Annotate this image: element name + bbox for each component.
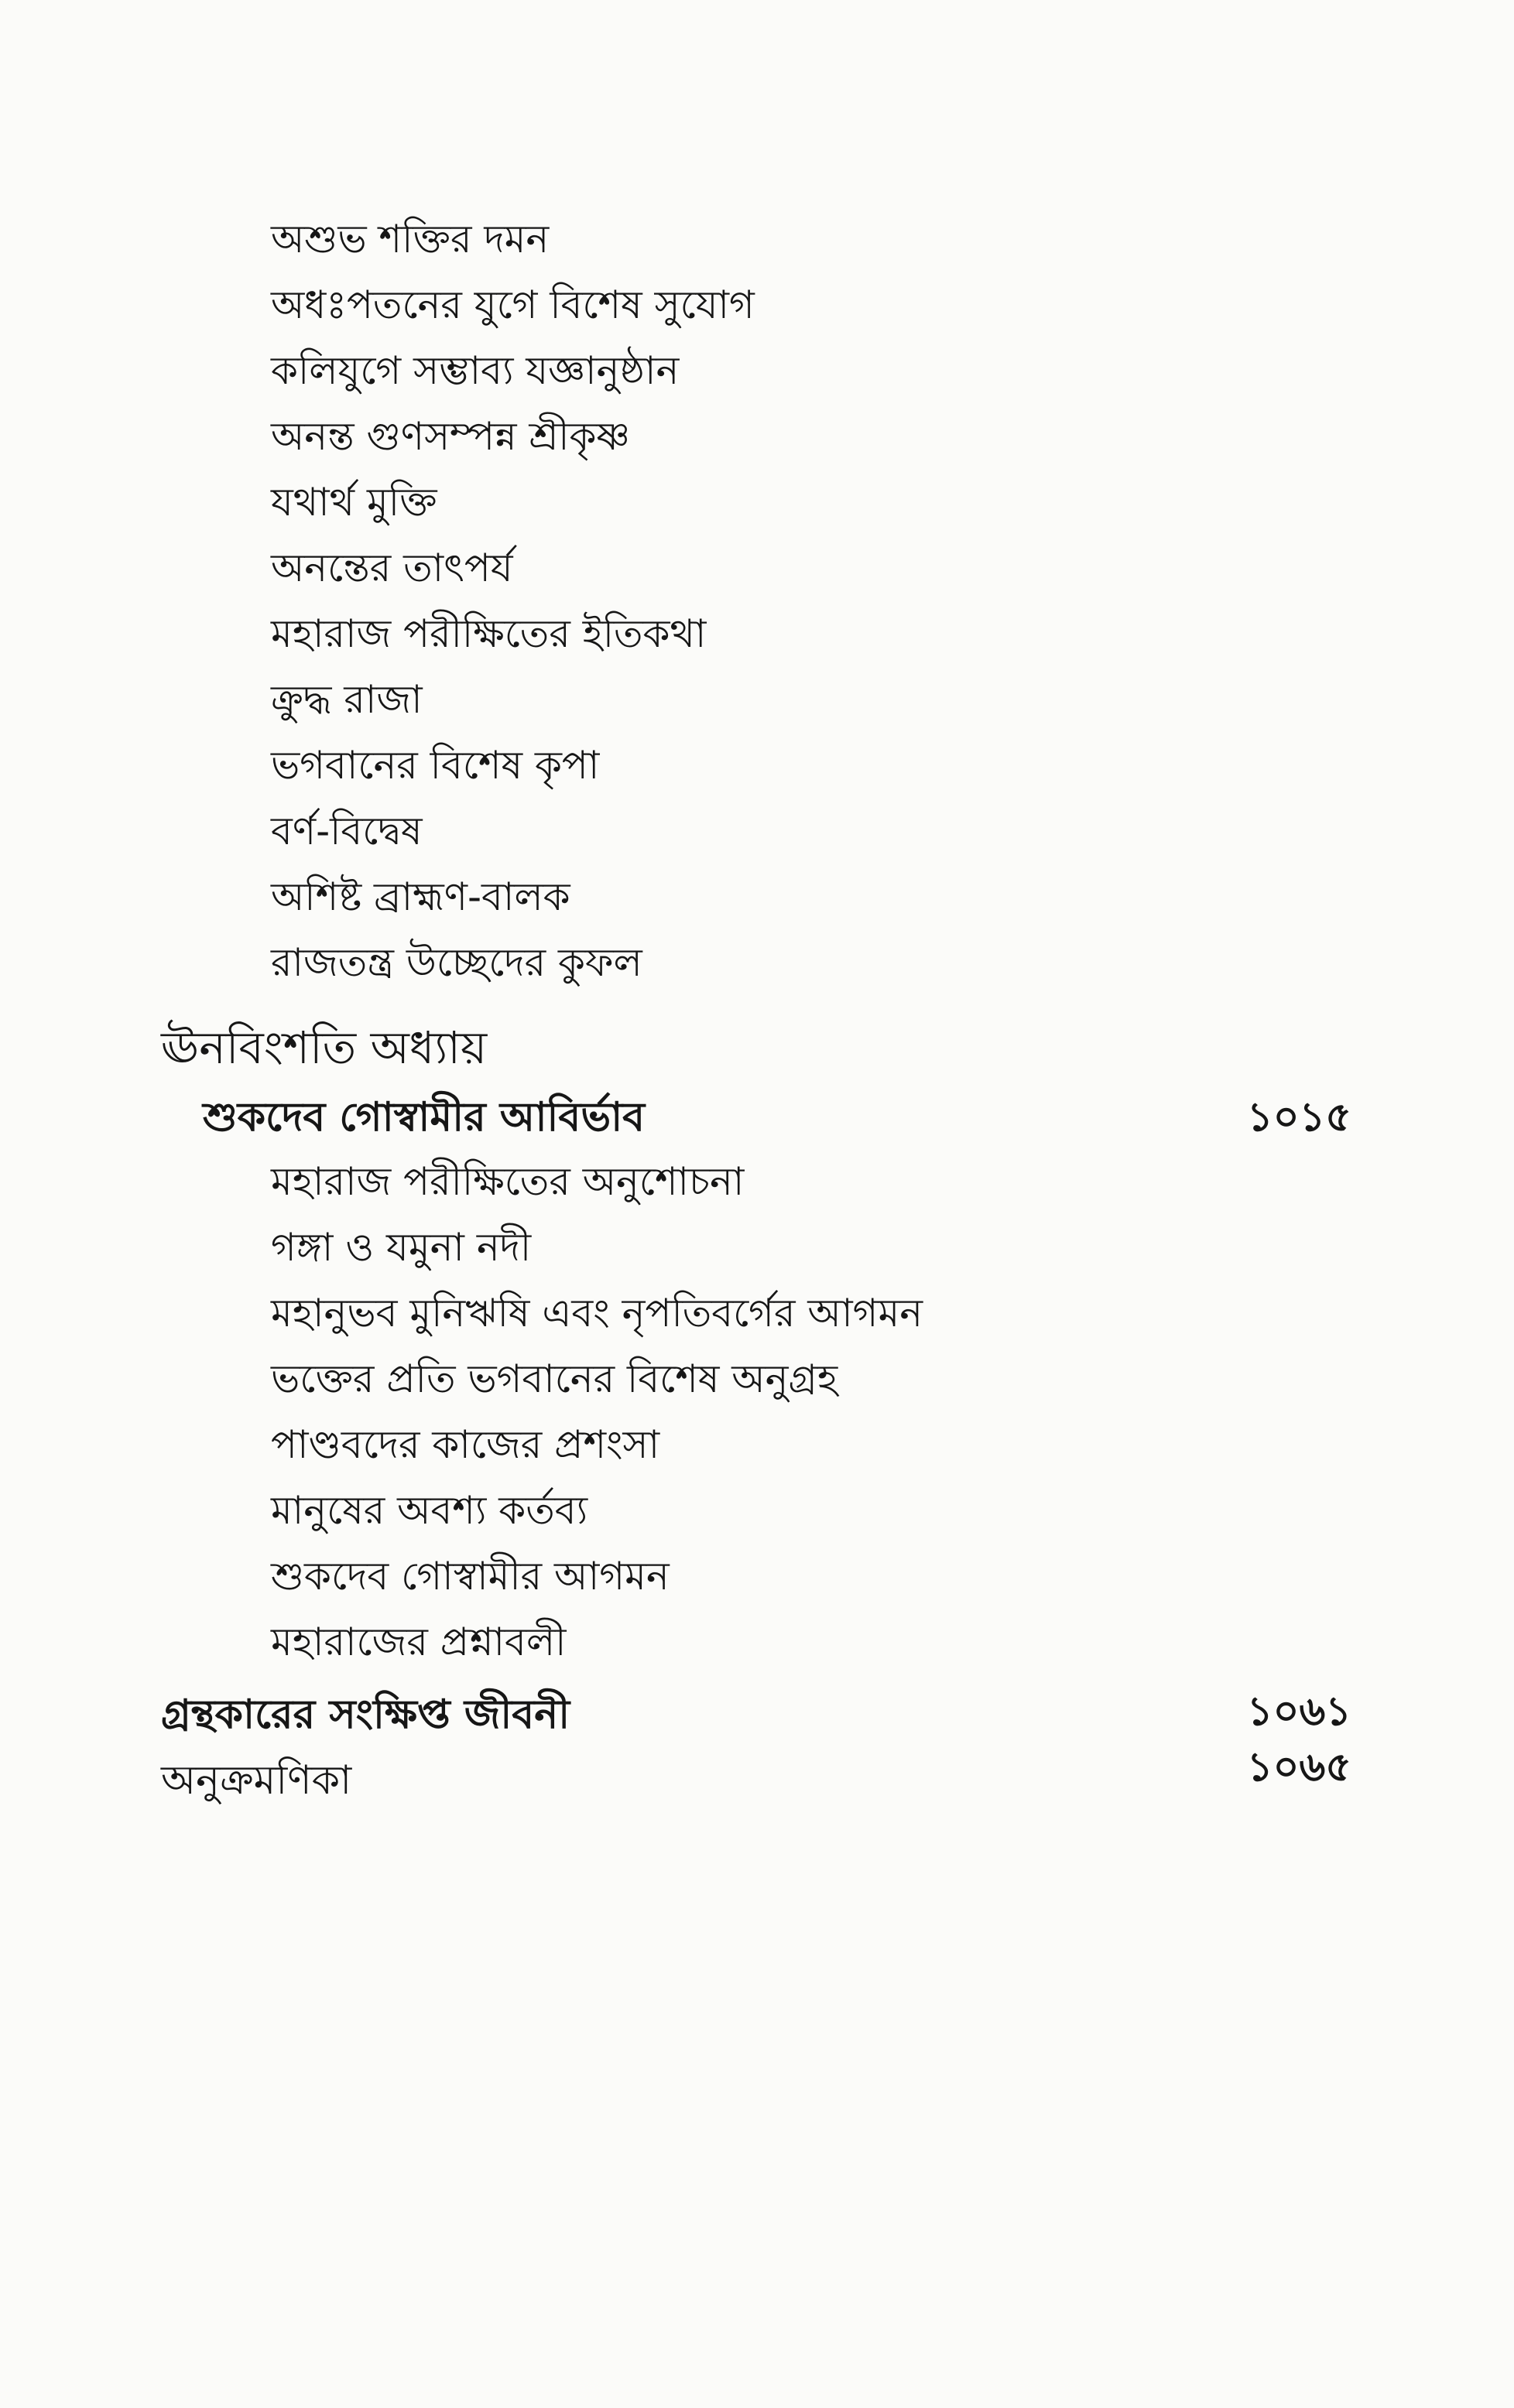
toc-subitem: যথার্থ মুক্তি	[271, 480, 437, 525]
toc-subitem: অধঃপতনের যুগে বিশেষ সুযোগ	[271, 282, 755, 327]
toc-subitem: ভক্তের প্রতি ভগবানের বিশেষ অনুগ্রহ	[271, 1356, 838, 1401]
toc-subitem: মহানুভব মুনিঋষি এবং নৃপতিবর্গের আগমন	[271, 1291, 923, 1336]
toc-subitem: গঙ্গা ও যমুনা নদী	[271, 1225, 532, 1270]
toc-subitem: ক্রুদ্ধ রাজা	[271, 677, 423, 722]
chapter-heading: ঊনবিংশতি অধ্যায়	[161, 1021, 488, 1074]
author-bio-entry: গ্রন্থকারের সংক্ষিপ্ত জীবনী	[161, 1691, 570, 1738]
toc-subitem: অনন্ত গুণসম্পন্ন শ্রীকৃষ্ণ	[271, 414, 630, 459]
toc-subitem: মানুষের অবশ্য কর্তব্য	[271, 1488, 588, 1533]
toc-subitem: বর্ণ-বিদ্বেষ	[271, 809, 423, 853]
chapter-title: শুকদেব গোস্বামীর আবির্ভাব	[203, 1094, 646, 1141]
toc-subitem: কলিযুগে সম্ভাব্য যজ্ঞানুষ্ঠান	[271, 348, 680, 393]
author-bio-page-number: ১০৬১	[1246, 1688, 1351, 1735]
toc-subitem: রাজতন্ত্র উচ্ছেদের কুফল	[271, 940, 642, 985]
toc-subitem: শুকদেব গোস্বামীর আগমন	[271, 1554, 670, 1599]
toc-subitem: মহারাজ পরীক্ষিতের ইতিকথা	[271, 611, 707, 656]
chapter-page-number: ১০১৫	[1246, 1094, 1351, 1141]
toc-subitem: অশুভ শক্তির দমন	[271, 217, 550, 262]
toc-subitem: মহারাজ পরীক্ষিতের অনুশোচনা	[271, 1159, 745, 1204]
toc-subitem: ভগবানের বিশেষ কৃপা	[271, 743, 600, 788]
toc-subitem: পাণ্ডবদের কাজের প্রশংসা	[271, 1422, 660, 1467]
toc-subitem: অশিষ্ট ব্রাহ্মণ-বালক	[271, 874, 570, 919]
toc-subitem: মহারাজের প্রশ্নাবলী	[271, 1620, 567, 1664]
index-page-number: ১০৬৫	[1246, 1744, 1351, 1791]
index-entry: অনুক্রমণিকা	[161, 1757, 352, 1804]
toc-subitem: অনন্তের তাৎপর্য	[271, 546, 513, 590]
